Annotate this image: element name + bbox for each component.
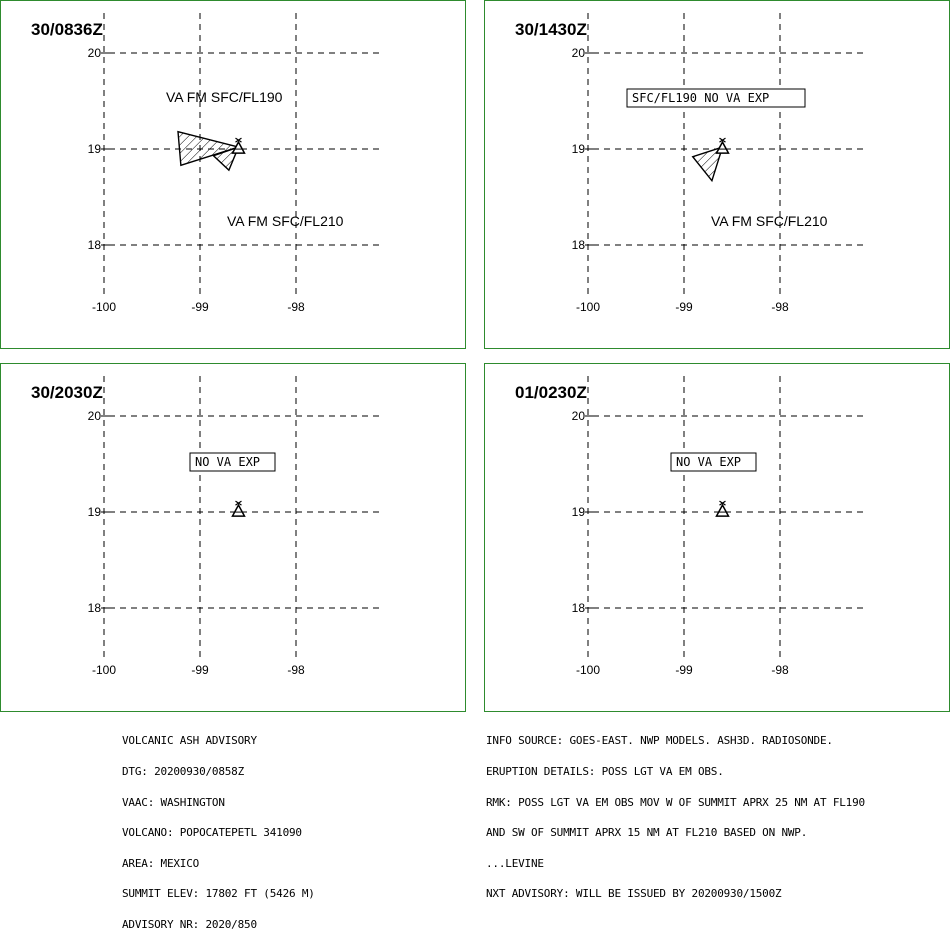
lon-tick-label: -99 (191, 300, 209, 314)
lat-tick-label: 19 (571, 142, 585, 156)
panel-time: 30/2030Z (31, 383, 103, 402)
lat-tick-label: 18 (571, 238, 585, 252)
advisory-line: RMK: POSS LGT VA EM OBS MOV W OF SUMMIT APRX 25 NM AT FL190 (486, 795, 865, 809)
ash-label: VA FM SFC/FL190 (166, 89, 283, 105)
advisory-line: NXT ADVISORY: WILL BE ISSUED BY 20200930/1500Z (486, 887, 782, 901)
lat-tick-label: 18 (87, 601, 101, 615)
boxed-label: NO VA EXP (676, 455, 742, 469)
panel-time: 30/1430Z (515, 20, 587, 39)
forecast-panel-2 (0, 363, 466, 712)
lat-tick-label: 20 (87, 46, 101, 60)
advisory-line: AND SW OF SUMMIT APRX 15 NM AT FL210 BASED ON NWP. (486, 826, 808, 840)
advisory-info-right (486, 716, 865, 910)
advisory-line: ERUPTION DETAILS: POSS LGT VA EM OBS. (486, 765, 724, 778)
lon-tick-label: -98 (771, 663, 789, 677)
ash-label: VA FM SFC/FL210 (711, 213, 828, 229)
lon-tick-label: -100 (575, 300, 601, 314)
volcano-icon (716, 501, 728, 516)
lon-tick-label: -99 (191, 663, 209, 677)
map-plot-3 (485, 364, 950, 713)
advisory-line: VOLCANO: POPOCATEPETL 341090 (122, 826, 302, 840)
lat-tick-label: 20 (571, 409, 585, 423)
ash-label: VA FM SFC/FL210 (227, 213, 344, 229)
lon-tick-label: -98 (771, 300, 789, 314)
lat-tick-label: 20 (571, 46, 585, 60)
lon-tick-label: -100 (575, 663, 601, 677)
advisory-line: AREA: MEXICO (122, 856, 200, 870)
forecast-panel-0 (0, 0, 466, 349)
advisory-line: DTG: 20200930/0858Z (122, 765, 245, 778)
panel-time: 30/0836Z (31, 20, 103, 39)
panel-time: 01/0230Z (515, 383, 587, 402)
forecast-panel-1 (484, 0, 950, 349)
lon-tick-label: -99 (675, 300, 693, 314)
forecast-panel-3 (484, 363, 950, 712)
lon-tick-label: -100 (91, 300, 117, 314)
lat-tick-label: 20 (87, 409, 101, 423)
lon-tick-label: -98 (287, 663, 305, 677)
lon-tick-label: -98 (287, 300, 305, 314)
map-plot-0 (1, 1, 467, 350)
advisory-line: VAAC: WASHINGTON (122, 795, 225, 809)
lat-tick-label: 19 (87, 505, 101, 519)
volcano-icon (232, 501, 244, 516)
volcano-icon (716, 138, 728, 153)
lat-tick-label: 19 (87, 142, 101, 156)
lat-tick-label: 18 (87, 238, 101, 252)
advisory-info-left (122, 716, 315, 940)
map-plot-1 (485, 1, 950, 350)
advisory-line: SUMMIT ELEV: 17802 FT (5426 M) (122, 887, 315, 901)
advisory-line: VOLCANIC ASH ADVISORY (122, 734, 257, 748)
advisory-line: INFO SOURCE: GOES-EAST. NWP MODELS. ASH3D. RADIOSONDE. (486, 734, 833, 748)
boxed-label: SFC/FL190 NO VA EXP (632, 91, 770, 105)
advisory-line: ...LEVINE (486, 856, 544, 870)
boxed-label: NO VA EXP (195, 455, 261, 469)
lon-tick-label: -100 (91, 663, 117, 677)
map-plot-2 (1, 364, 467, 713)
lat-tick-label: 19 (571, 505, 585, 519)
lon-tick-label: -99 (675, 663, 693, 677)
lat-tick-label: 18 (571, 601, 585, 615)
advisory-line: ADVISORY NR: 2020/850 (122, 917, 257, 931)
